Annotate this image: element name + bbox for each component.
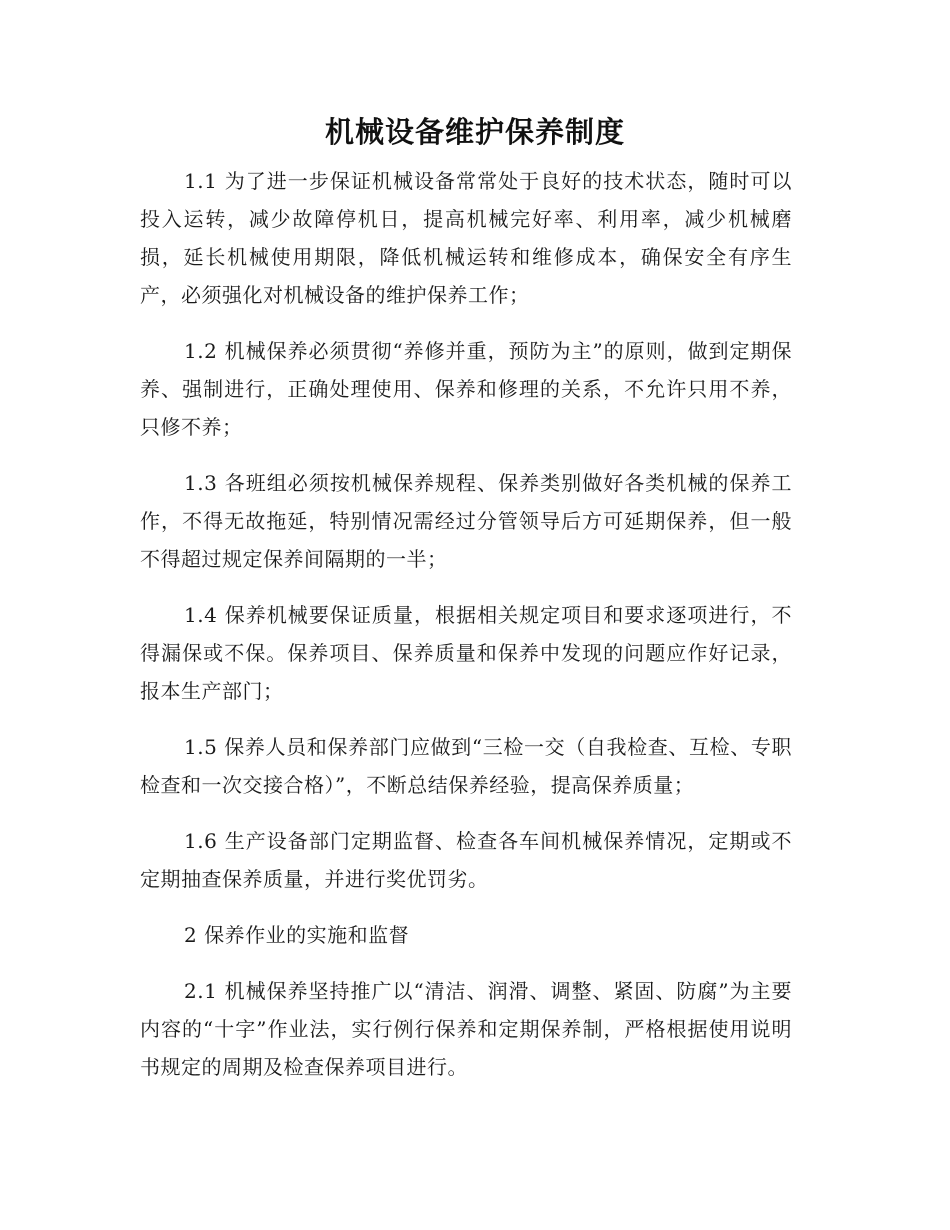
document-title: 机械设备维护保养制度 xyxy=(324,115,625,149)
section-heading-2: 2 保养作业的实施和监督 xyxy=(184,923,410,947)
paragraph-1-3: 1.3 各班组必须按机械保养规程、保养类别做好各类机械的保养工作，不得无故拖延，特别情况需经过分管领导后方可延期保养，但一般不得超过规定保养间隔期的一半； xyxy=(140,471,792,571)
paragraph-1-1: 1.1 为了进一步保证机械设备常常处于良好的技术状态，随时可以投入运转，减少故障停机日，提高机械完好率、利用率，减少机械磨损，延长机械使用期限，降低机械运转和维修成本，确保安全有序生产，必须强化对机械设备的维护保养工作； xyxy=(140,169,792,307)
paragraph-1-4: 1.4 保养机械要保证质量，根据相关规定项目和要求逐项进行，不得漏保或不保。保养项目、保养质量和保养中发现的问题应作好记录，报本生产部门； xyxy=(140,603,792,703)
paragraph-2-1: 2.1 机械保养坚持推广以“清洁、润滑、调整、紧固、防腐”为主要内容的“十字”作业法，实行例行保养和定期保养制，严格根据使用说明书规定的周期及检查保养项目进行。 xyxy=(140,979,792,1079)
paragraph-1-5: 1.5 保养人员和保养部门应做到“三检一交（自我检查、互检、专职检查和一次交接合格）”，不断总结保养经验，提高保养质量； xyxy=(140,735,792,797)
paragraph-1-2: 1.2 机械保养必须贯彻“养修并重，预防为主”的原则，做到定期保养、强制进行，正确处理使用、保养和修理的关系，不允许只用不养，只修不养； xyxy=(140,339,792,439)
document-body xyxy=(140,162,792,1104)
paragraph-1-6: 1.6 生产设备部门定期监督、检查各车间机械保养情况，定期或不定期抽查保养质量，并进行奖优罚劣。 xyxy=(140,829,792,891)
